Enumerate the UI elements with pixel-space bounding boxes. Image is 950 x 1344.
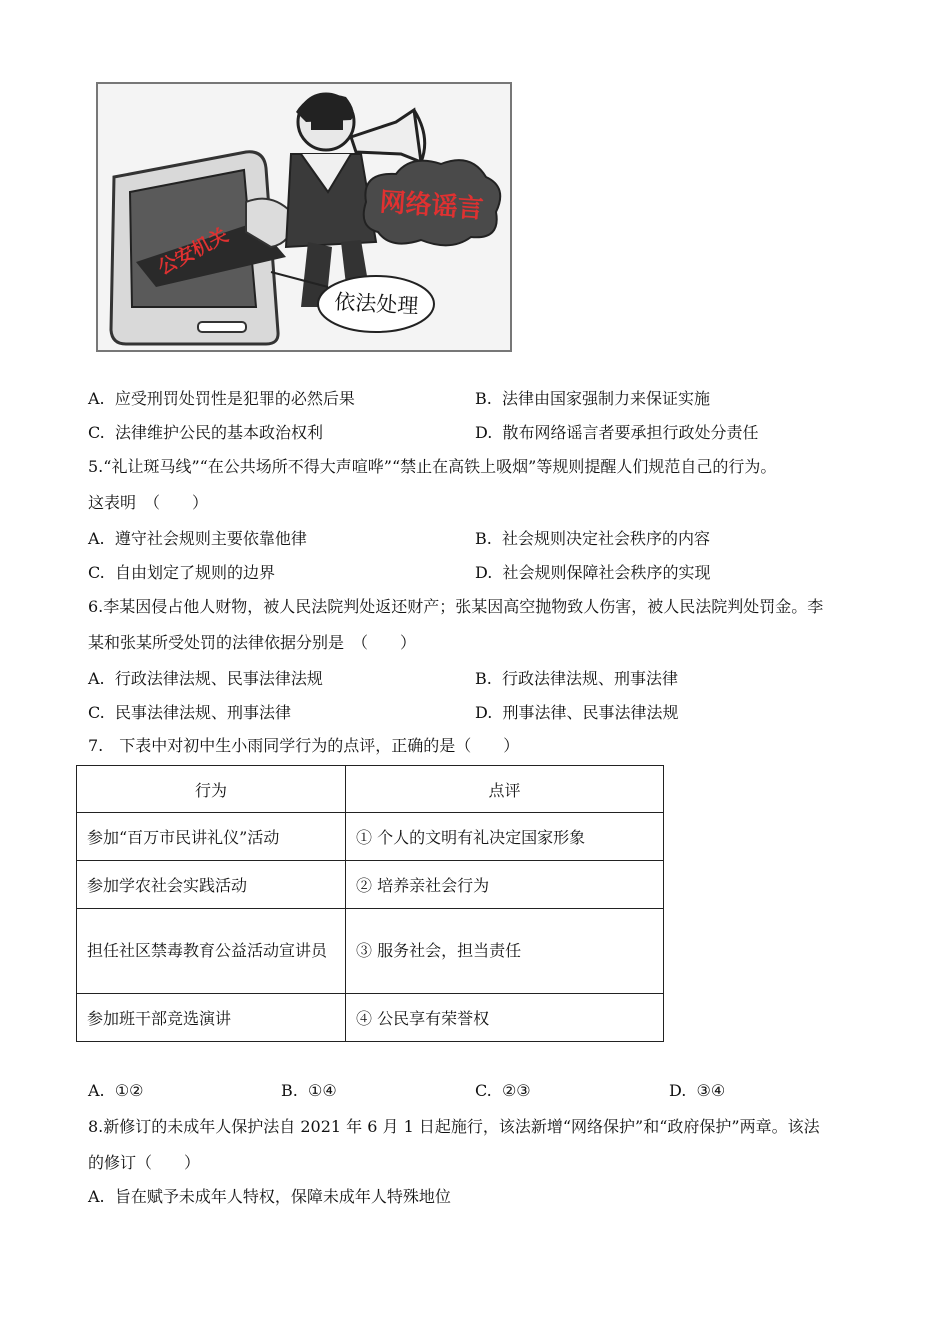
option-text: 民事法律法规、刑事法律 [114, 703, 291, 722]
q5-stem-line1 [88, 454, 776, 477]
q8-stem-line2: 的修订（ ） [88, 1153, 201, 1172]
q6-stem-line2: 某和张某所受处罚的法律依据分别是 （ ） [88, 633, 417, 652]
q4-option-d[interactable] [475, 420, 759, 443]
option-text: ①④ [308, 1081, 337, 1100]
q8-text: 新修订的未成年人保护法自 2021 年 6 月 1 日起施行，该法新增“网络保护”和“政府保护”两章。该法 [103, 1117, 820, 1136]
option-letter: B. [475, 529, 492, 548]
option-letter: D. [475, 703, 493, 722]
option-letter: D. [475, 563, 493, 582]
option-text: 应受刑罚处罚性是犯罪的必然后果 [114, 389, 355, 408]
q6-text: 李某因侵占他人财物，被人民法院判处返还财产；张某因高空抛物致人伤害，被人民法院判处罚金。李 [103, 597, 824, 616]
q6-number: 6. [88, 597, 104, 616]
option-letter: A. [88, 529, 105, 548]
table-cell-review: ② 培养亲社会行为 [346, 861, 664, 909]
q5-stem-line2: 这表明 （ ） [88, 493, 209, 512]
q6-option-a[interactable] [88, 666, 323, 689]
q8-option-a[interactable] [88, 1184, 451, 1207]
q7-option-c[interactable] [475, 1081, 531, 1100]
cartoon-illustration [96, 82, 512, 352]
table-cell-behavior: 参加班干部竞选演讲 [77, 994, 346, 1042]
option-text: 行政法律法规、刑事法律 [502, 669, 679, 688]
option-letter: B. [475, 669, 492, 688]
option-letter: C. [88, 423, 105, 442]
option-text: 社会规则决定社会秩序的内容 [502, 529, 711, 548]
option-letter: A. [88, 389, 105, 408]
bubble-label: 依法处理 [333, 289, 419, 319]
option-letter: C. [88, 703, 105, 722]
q5-option-c[interactable] [88, 560, 275, 583]
q4-option-c[interactable] [88, 420, 323, 443]
option-letter: C. [475, 1081, 492, 1100]
cartoon-svg [96, 82, 512, 352]
q7-stem: 7. 下表中对初中生小雨同学行为的点评，正确的是（ ） [88, 736, 520, 755]
q5-number: 5. [88, 457, 104, 476]
option-text: ③④ [696, 1081, 726, 1100]
q6-stem-line1 [88, 594, 823, 617]
option-letter: C. [88, 563, 105, 582]
option-letter: A. [88, 1081, 105, 1100]
q8-stem-line1 [88, 1114, 820, 1137]
table-row [77, 994, 664, 1042]
option-text: 法律由国家强制力来保证实施 [502, 389, 711, 408]
q5-option-b[interactable] [475, 526, 710, 549]
table-header-behavior: 行为 [77, 766, 346, 813]
option-text: 散布网络谣言者要承担行政处分责任 [502, 423, 759, 442]
q8-number: 8. [88, 1117, 104, 1136]
q7-review-table [76, 765, 664, 1042]
q6-option-d[interactable] [475, 700, 679, 723]
option-text: ②③ [501, 1081, 531, 1100]
q7-option-b[interactable] [281, 1081, 337, 1100]
table-cell-behavior: 参加“百万市民讲礼仪”活动 [77, 813, 346, 861]
police-label: 公安机关 [154, 224, 232, 280]
option-text: 刑事法律、民事法律法规 [502, 703, 679, 722]
q6-option-b[interactable] [475, 666, 678, 689]
q4-option-a[interactable] [88, 386, 355, 409]
option-letter: B. [281, 1081, 298, 1100]
option-letter: D. [475, 423, 493, 442]
table-cell-behavior: 担任社区禁毒教育公益活动宣讲员 [77, 909, 346, 994]
q6-option-c[interactable] [88, 700, 291, 723]
option-text: 法律维护公民的基本政治权利 [114, 423, 323, 442]
option-text: 遵守社会规则主要依靠他律 [114, 529, 307, 548]
q5-text: “礼让斑马线”“在公共场所不得大声喧哗”“禁止在高铁上吸烟”等规则提醒人们规范自己的行为。 [103, 457, 777, 476]
option-text: 行政法律法规、民事法律法规 [114, 669, 323, 688]
option-letter: A. [88, 669, 105, 688]
table-row [77, 813, 664, 861]
option-text: 社会规则保障社会秩序的实现 [502, 563, 711, 582]
table-row [77, 909, 664, 994]
option-letter: B. [475, 389, 492, 408]
rumor-label: 网络谣言 [378, 187, 485, 225]
q5-option-a[interactable] [88, 526, 307, 549]
q7-option-d[interactable] [669, 1081, 725, 1100]
table-row [77, 861, 664, 909]
table-cell-behavior: 参加学农社会实践活动 [77, 861, 346, 909]
table-header-row [77, 766, 664, 813]
table-cell-review: ① 个人的文明有礼决定国家形象 [346, 813, 664, 861]
option-letter: D. [669, 1081, 687, 1100]
table-cell-review: ④ 公民享有荣誉权 [346, 994, 664, 1042]
q5-option-d[interactable] [475, 560, 711, 583]
q4-option-b[interactable] [475, 386, 710, 409]
option-text: 旨在赋予未成年人特权，保障未成年人特殊地位 [114, 1187, 451, 1206]
table-header-review: 点评 [346, 766, 664, 813]
option-text: 自由划定了规则的边界 [114, 563, 275, 582]
q7-option-a[interactable] [88, 1081, 144, 1100]
table-cell-review: ③ 服务社会，担当责任 [346, 909, 664, 994]
option-letter: A. [88, 1187, 105, 1206]
option-text: ①② [114, 1081, 144, 1100]
